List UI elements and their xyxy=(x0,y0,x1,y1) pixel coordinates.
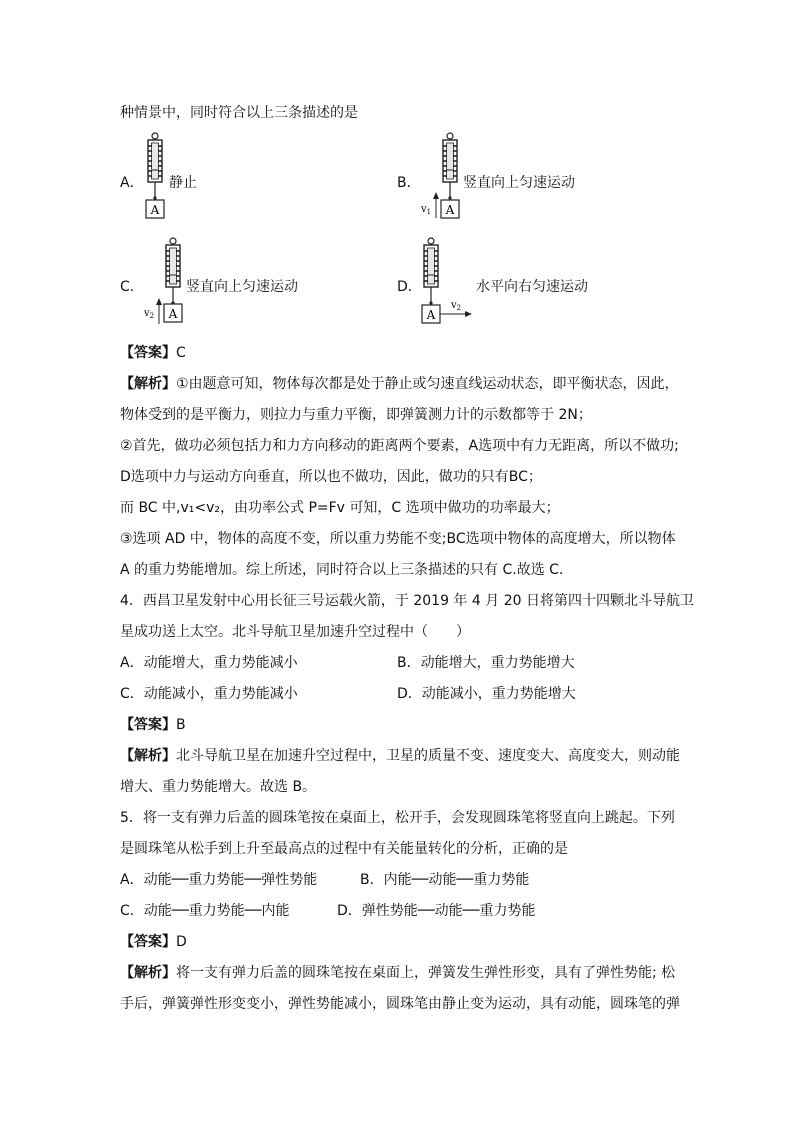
q5-analysis-line-1 xyxy=(120,964,675,982)
analysis-text: ①由题意可知，物体每次都是处于静止或匀速直线运动状态，即平衡状态，因此， xyxy=(176,376,679,392)
q3-analysis-line-1 xyxy=(120,375,679,393)
answer-value: C xyxy=(176,345,186,361)
q5-option-d: D．弹性势能──动能──重力势能 xyxy=(337,903,536,919)
answer-tag: 【答案】 xyxy=(120,717,176,733)
spring-scale-c xyxy=(166,238,180,305)
q4-analysis-line-1 xyxy=(120,747,680,765)
q5-analysis-line-2: 手后，弹簧弹性形变变小，弹性势能减小，圆珠笔由静止变为运动，具有动能，圆珠笔的弹 xyxy=(120,996,680,1012)
q3-analysis-line-5: 而 BC 中,v₁<v₂，由功率公式 P=Fv 可知，C 选项中做功的功率最大； xyxy=(120,500,560,516)
q3-analysis-line-7: A 的重力势能增加。综上所述，同时符合以上三条描述的只有 C.故选 C. xyxy=(120,562,564,578)
q4-analysis-line-2: 增大、重力势能增大。故选 B。 xyxy=(120,779,317,795)
analysis-tag: 【解析】 xyxy=(120,965,176,981)
q3-option-d-caption: 水平向右匀速运动 xyxy=(476,279,588,295)
block-a-label: A xyxy=(150,203,160,217)
q3-option-b-letter: B． xyxy=(397,175,421,191)
q4-option-c: C．动能减小，重力势能减小 xyxy=(120,686,298,702)
q4-stem-line-1: 4．西昌卫星发射中心用长征三号运载火箭，于 2019 年 4 月 20 日将第四十四颗北斗导航卫 xyxy=(120,593,694,609)
block-d-label: A xyxy=(426,308,436,322)
answer-value: D xyxy=(176,934,187,950)
answer-value: B xyxy=(176,717,186,733)
velocity-label-b: $v_1$ xyxy=(421,204,432,216)
analysis-tag: 【解析】 xyxy=(120,376,176,392)
q3-option-c-letter: C． xyxy=(120,279,144,295)
q3-option-d-letter: D． xyxy=(397,279,422,295)
analysis-text: 北斗导航卫星在加速升空过程中，卫星的质量不变、速度变大、高度变大，则动能 xyxy=(176,748,680,764)
q3-analysis-line-2: 物体受到的是平衡力，则拉力与重力平衡，即弹簧测力计的示数都等于 2N； xyxy=(120,407,592,423)
q3-answer xyxy=(120,344,186,362)
q4-option-a: A．动能增大，重力势能减小 xyxy=(120,655,298,671)
q3-option-c-caption: 竖直向上匀速运动 xyxy=(186,279,298,295)
q3-analysis-line-3: ②首先，做功必须包括力和力方向移动的距离两个要素，A选项中有力无距离，所以不做功; xyxy=(120,438,679,454)
q4-option-b: B．动能增大，重力势能增大 xyxy=(397,655,575,671)
q4-stem-line-2: 星成功送上太空。北斗导航卫星加速升空过程中（ ） xyxy=(120,624,470,640)
q3-option-a-letter: A． xyxy=(120,175,144,191)
q4-answer xyxy=(120,716,186,734)
q5-option-b: B．内能──动能──重力势能 xyxy=(360,872,530,888)
block-b-label: A xyxy=(445,203,455,217)
velocity-label-c: $v_2$ xyxy=(144,308,155,320)
spring-scale-d xyxy=(424,238,438,305)
q3-option-b-caption: 竖直向上匀速运动 xyxy=(463,175,575,191)
answer-tag: 【答案】 xyxy=(120,934,176,950)
analysis-text: 将一支有弹力后盖的圆珠笔按在桌面上，弹簧发生弹性形变，具有了弹性势能; 松 xyxy=(176,965,676,981)
analysis-tag: 【解析】 xyxy=(120,748,176,764)
q5-answer xyxy=(120,933,187,951)
arrow-head-c xyxy=(156,298,162,305)
answer-tag: 【答案】 xyxy=(120,345,176,361)
q3-analysis-line-4: D选项中力与运动方向垂直，所以也不做功，因此，做功的只有BC； xyxy=(120,469,542,485)
q5-option-c: C．动能──重力势能──内能 xyxy=(120,903,290,919)
intro-text: 种情景中，同时符合以上三条描述的是 xyxy=(120,105,358,121)
q5-stem-line-1: 5．将一支有弹力后盖的圆珠笔按在桌面上，松开手，会发现圆珠笔将竖直向上跳起。下列 xyxy=(120,810,675,826)
arrow-head-d xyxy=(465,311,472,317)
arrow-head-b xyxy=(433,192,439,199)
q3-option-a-caption: 静止 xyxy=(169,175,197,191)
q4-option-d: D．动能减小，重力势能增大 xyxy=(397,686,576,702)
spring-scale-a xyxy=(148,133,162,200)
q3-analysis-line-6: ③选项 AD 中，物体的高度不变，所以重力势能不变;BC选项中物体的高度增大，所以物体 xyxy=(120,531,676,547)
q5-stem-line-2: 是圆珠笔从松手到上升至最高点的过程中有关能量转化的分析，正确的是 xyxy=(120,841,568,857)
q5-option-a: A．动能──重力势能──弹性势能 xyxy=(120,872,318,888)
velocity-label-d: $v_2$ xyxy=(451,300,462,312)
block-c-label: A xyxy=(168,307,178,321)
spring-scale-b xyxy=(443,133,457,200)
